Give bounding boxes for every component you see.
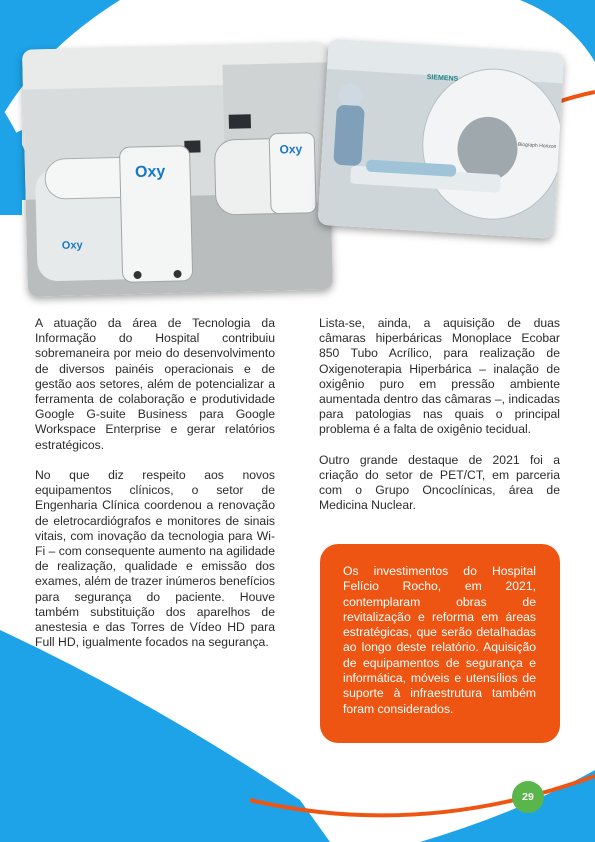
pet-ct-scanner-photo [318, 39, 565, 239]
bottom-right-blue-shape [420, 770, 595, 842]
right-paragraph-pet-ct: Outro grande destaque de 2021 foi a criação do setor de PET/CT, em parceria com o Grupo Oncoclínicas, área de Medicina Nuclear. [319, 452, 560, 513]
page-number-badge: 29 [512, 781, 544, 813]
callout-text: Os investimentos do Hospital Felício Rocho, em 2021, contemplaram obras de revitalização e reforma em áreas estratégicas, que serão detalhadas ao longo deste relatório. Aquisição de equipamentos de segurança e informática, móveis e utensílios de suporte à infraestrutura também foram considerados. [343, 564, 536, 716]
biograph-model: Biograph Horizon [517, 141, 557, 151]
hyperbaric-chambers-photo [22, 42, 333, 296]
left-paragraph-clinical-engineering: No que diz respeito aos novos equipamentos clínicos, o setor de Engenharia Clínica coordenou a renovação de eletrocardiógrafos e monitores de sinais vitais, com inovação da tecnologia para Wi-Fi – com consequente aumento na agilidade de realização, qualidade e emissão dos exames, além de trazer inúmeros benefícios para segurança do paciente. Houve também substituição dos aparelhos de anestesia e das Torres de Vídeo HD para Full HD, igualmente focados na segurança. [35, 468, 275, 650]
left-mid-blue-shape [0, 130, 22, 215]
investments-callout-box [320, 544, 560, 743]
oxy-logo-small: Oxy [61, 239, 83, 252]
left-text-column [35, 316, 275, 666]
right-text-column [319, 316, 560, 529]
siemens-brand: SIEMENS [426, 74, 459, 83]
oxy-logo-large: Oxy [134, 163, 166, 182]
oxy-logo-back: Oxy [279, 141, 303, 157]
left-paragraph-it: A atuação da área de Tecnologia da Informação do Hospital contribuiu sobremaneira por meio do desenvolvimento de diversos painéis operacionais e de gestão aos setores, além de potencializar a ferramenta de colaboração e produtividade Google G-suite Business para Google Workspace Enterprise e gerar relatórios estratégicos. [35, 316, 275, 452]
right-paragraph-hyperbaric: Lista-se, ainda, a aquisição de duas câmaras hiperbáricas Monoplace Ecobar 850 Tubo Acrílico, para realização de Oxigenoterapia Hiperbárica – inalação de oxigênio puro em pressão ambiente aumentada dentro das câmaras –, indicadas para patologias nas quais o principal problema é a falta de oxigênio tecidual. [319, 316, 560, 437]
